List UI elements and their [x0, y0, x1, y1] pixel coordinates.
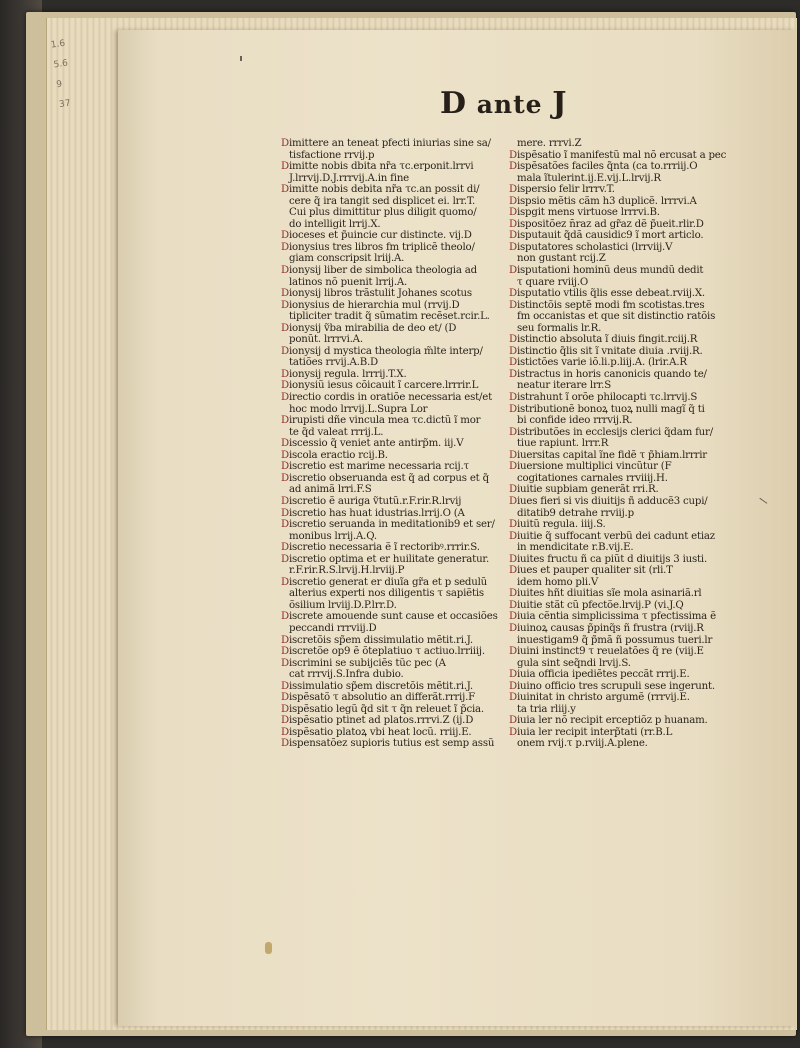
- index-entry-line: Dispẽsatio ptinet ad platos.rrrvi.Z (ij.D: [281, 715, 474, 727]
- index-entry-line: mala ĩtulerint.ij.E.vij.L.lrvij.R: [517, 172, 661, 184]
- index-entry-line: Dimittere an teneat̃ pfecti iniurias sine sa/: [281, 138, 491, 149]
- index-entry-line: Dispẽsatões faciles q̃nta (ca to.rrriij.O: [509, 161, 698, 173]
- index-entry-line: tatiões rrvij.A.B.D: [289, 357, 378, 369]
- index-entry-line: Directio cordis in oratiõe necessaria est/et: [281, 392, 492, 404]
- index-entry-line: gula sint seq̃ndi lrvij.S.: [517, 657, 631, 669]
- index-entry-line: r.F.rir.R.S.lrvij.H.lrviij.P: [289, 565, 405, 577]
- index-entry-line: Diuini instinct9 τ reuelatões q̃ re (viij.E: [509, 646, 704, 658]
- index-entry-line: Dissimulatio sp̃em discretõis mẽtit̃.ri.J.: [281, 680, 473, 692]
- index-entry-line: Disputatio vtilis q̃lis esse debeat.rviij.X.: [509, 288, 705, 300]
- index-entry-line: Dispositõez n̄raz ad gr̃az dẽ p̃ueit.rlir.D: [509, 218, 704, 230]
- index-entry-line: neatur iterare lrr.S: [517, 380, 611, 392]
- index-entry-line: Diuites h̃ñt diuitias sĩe mola asinariã.rl: [509, 588, 702, 600]
- index-entry-line: Diues et pauper qualiter sit (rli.T: [509, 565, 673, 577]
- index-entry-line: seu formalis lr.R.: [517, 322, 602, 334]
- index-entry-line: τ quare rviij.O: [517, 276, 589, 288]
- index-entry-line: Diuites fructu ñ ca piũt d diuitijs 3 iusti.: [509, 553, 708, 565]
- index-entry-line: Dionysij regula. lrrrij.T.X.: [281, 368, 407, 380]
- index-entry-line: Discretõis sp̃em dissimulatio mẽtit̃.ri.J.: [281, 634, 473, 646]
- index-entry-line: Discretio est marime necessaria rcij.τ: [281, 461, 469, 473]
- index-entry-line: Distinctio absoluta ĩ diuis fingit̃.rciij.R: [509, 334, 698, 346]
- index-entry-line: Discretio optima et er h̃uilitate generatur.: [281, 553, 490, 565]
- index-entry-line: Diuia cẽntia simplicissima τ pfectissima ẽ: [509, 611, 716, 623]
- index-entry-line: Dirupisti dñe vincula mea τc.dictũ ĩ mor: [281, 415, 481, 427]
- index-entry-line: Discretio obseruanda est q̃ ad corpus et q̃: [281, 472, 489, 484]
- index-entry-line: Disputatores scholastici (lrrviij.V: [509, 241, 673, 253]
- index-entry-line: Diuersione multiplici vincũtur (F: [509, 461, 672, 473]
- index-entry-line: alterius experti nos diligentis τ sapiẽtis: [289, 588, 484, 600]
- left-index-column: [281, 138, 501, 750]
- index-entry-line: Dispẽsatio platoꝝ vbi h̃eat locũ. rriij.E.: [281, 726, 472, 738]
- index-entry-line: Diuia officia ipediẽtes peccãt rrrij.E.: [509, 669, 690, 681]
- index-entry-line: Discessio q̃ veniet ante antirp̃m. iij.V: [281, 438, 464, 450]
- index-entry-line: te q̃d valeat rrrij.L.: [289, 426, 384, 438]
- index-entry-line: ponũt. lrrrvi.A.: [289, 334, 363, 346]
- index-entry-line: Dispersio felir lrrrv.T.: [509, 184, 615, 196]
- index-entry-line: onem rvij.τ p.rviij.A.plene.: [517, 738, 648, 750]
- index-entry-line: Dionysius tres libros f̃m triplicẽ theolo/: [281, 241, 475, 253]
- margin-note: 9: [55, 79, 63, 91]
- heading-final: J: [552, 86, 568, 121]
- page-mark: [240, 56, 242, 61]
- paper-stain: [265, 942, 272, 954]
- index-entry-line: Discretio generat̃ er diuĩa gr̃a et p sedulũ: [281, 576, 488, 588]
- index-entry-line: bi confide ideo rrrvij.R.: [517, 415, 633, 427]
- margin-note: 37: [58, 98, 72, 111]
- index-entry-line: Distinctõis septẽ modi f̃m scotistas.tres: [509, 299, 705, 311]
- index-entry-line: Discrimini se subijciẽs tũc pec (A: [281, 657, 446, 669]
- heading-initial: D: [440, 86, 468, 121]
- index-entry-line: Discretio has h̃uat idustrias.lrrij.O (A: [281, 507, 465, 519]
- index-entry-line: Dispẽsatio legũ q̃d sit τ q̃n releuet ĩ p̃cia.: [281, 703, 484, 715]
- index-entry-line: J.lrrvij.D.J.rrrvij.A.in fine: [289, 172, 410, 184]
- index-entry-line: Dimitte nobis debita nr̃a τc.an possit di/: [281, 184, 480, 196]
- index-entry-line: Distinctio q̃lis sit ĩ vnitate diuia .rviij.R.: [509, 345, 703, 357]
- index-entry-line: Dispẽsatõ τ absolutio an differãt.rrrij.F: [281, 692, 475, 704]
- index-entry-line: Dionysij ṽba mirabilia de deo et/ (D: [281, 322, 457, 334]
- index-entry-line: Diuitie supbiam generãt rri.R.: [509, 484, 659, 496]
- index-entry-line: do intelligit̃ lrrij.X.: [289, 218, 381, 230]
- index-entry-line: Dimitte nobis dbita nr̃a τc.erponit.lrrvi: [281, 161, 474, 173]
- margin-note: 1.6: [50, 38, 66, 51]
- index-entry-line: Distributões in ecclesijs clerici q̃dam fur/: [509, 426, 713, 438]
- heading-word: ante: [476, 90, 543, 119]
- index-entry-line: Diuersitas capital̃ ĩne fidẽ τ p̃hiam.lrrrir: [509, 449, 707, 461]
- index-entry-line: in mendicitate r.B.vij.E.: [517, 542, 634, 554]
- index-entry-line: cat rrrvij.S.Infra dubio.: [289, 669, 404, 681]
- page-heading: [440, 86, 580, 121]
- index-entry-line: Discretõe op9 ẽ õteplatiuo τ actiuo.lrriiij.: [281, 646, 485, 658]
- index-entry-line: Diues fieri si vis diuitijs ñ adducẽ3 cupi/: [509, 495, 708, 507]
- index-entry-line: Diuitũ regula. iiij.S.: [509, 519, 606, 531]
- index-entry-line: Diuia ler recipit interp̃tati (rr.B.L: [509, 726, 673, 738]
- margin-note: 5.6: [53, 58, 69, 71]
- index-entry-line: Discretio seruanda in meditationib9 et ser/: [281, 519, 495, 531]
- index-entry-line: Distractus in horis canonicis quando te/: [509, 368, 707, 380]
- index-entry-line: Disputauit q̃dã causidic9 ĩ mort̃ articlo.: [509, 230, 704, 242]
- index-entry-line: Disputationi hominũ deus mundũ dedit: [509, 265, 704, 277]
- index-entry-line: monibus lrrij.A.Q.: [289, 530, 377, 542]
- index-entry-line: idem homo pli.V: [517, 576, 599, 588]
- index-entry-line: giam conscripsit lriij.A.: [289, 253, 405, 265]
- index-entry-line: cere q̃ ira tangit̃ sed displicet ei. lrr.T.: [289, 195, 476, 207]
- index-entry-line: Diuitie st̃ãt cũ pfectõe.lrvij.P (vi.J.Q: [509, 599, 684, 611]
- index-entry-line: Dioceses et p̃uincie cur distincte. vij.D: [281, 230, 472, 242]
- index-entry-line: Dionysius de hierarchia mul (rrvij.D: [281, 299, 460, 311]
- index-entry-line: Dionysij liber de simbolica theologia ad: [281, 265, 477, 277]
- index-entry-line: Distictões varie iõ.li.p.liij.A. (lrir.A.R: [509, 357, 687, 369]
- index-entry-line: õsilium lrviij.D.P.lrr.D.: [289, 599, 397, 611]
- index-entry-line: mere. rrrvi.Z: [517, 138, 582, 149]
- index-entry-line: hoc modo lrrvij.L.Supra Lor: [289, 403, 428, 415]
- index-entry-line: latinos nõ puenit lrrij.A.: [289, 276, 408, 288]
- index-entry-line: tisfactione rrvij.p: [289, 149, 375, 161]
- index-entry-line: Diuinitat̃ in christo argumẽ (rrrvij.E.: [509, 692, 690, 704]
- index-entry-line: Dispgit̃ mens virtuose lrrrvi.B.: [509, 207, 660, 219]
- index-entry-line: ditatib9 detrahe rrviij.p: [517, 507, 634, 519]
- index-entry-line: Discola eractio rcij.B.: [281, 449, 388, 461]
- index-entry-line: inuestigam9 q̃ p̃mã ñ possumus tueri.lr: [517, 634, 713, 646]
- index-entry-line: Distributionẽ bonoꝝ tuoꝝ nulli magĩ q̃ ti: [509, 403, 705, 415]
- index-entry-line: Discretio ẽ auriga ṽtutũ.r.F.rir.R.lrvij: [281, 495, 462, 507]
- index-entry-line: Dionysij d mystica theologia m̃lte interp/: [281, 345, 483, 357]
- index-entry-line: Dionysij libros trãstulit Joh̃anes scotus: [281, 288, 472, 300]
- index-entry-line: ad animã lrri.F.S: [289, 484, 372, 496]
- index-entry-line: Discrete amouende sunt cause et occasiões: [281, 611, 498, 623]
- index-entry-line: Dispẽsatio ĩ manifestũ mal̃ nõ ercusat a pec: [509, 149, 727, 161]
- index-entry-line: Diuia ler nõ recipit erceptiõz p h̃uanam.: [509, 715, 708, 727]
- index-entry-line: Diuino officio tres scrupuli sese ingerunt.: [509, 680, 715, 692]
- index-entry-line: cogitationes carnales rrviiij.H.: [517, 472, 668, 484]
- index-entry-line: f̃m occanistas et que sit distinctio ratõis: [517, 311, 716, 323]
- index-entry-line: Dispensatõez supioris tutius est semp assũ: [281, 738, 495, 750]
- right-index-column: [509, 138, 734, 750]
- index-entry-line: tiue rapiunt. lrrr.R: [517, 438, 609, 450]
- index-entry-line: Distrahunt̃ ĩ orõe philocapti τc.lrrvij.S: [509, 392, 698, 404]
- index-entry-line: Dispsio mẽtis cãm h3 duplicẽ. lrrrvi.A: [509, 195, 697, 207]
- index-entry-line: Diuitie q̃ suffocant verbũ dei cadunt etiaz: [509, 530, 715, 542]
- index-entry-line: tipliciter tradit q̃ sũmatim recẽset.rcir.L.: [289, 311, 490, 323]
- index-entry-line: Discretio necessaria ẽ ĩ rectoribꝰ.rrrir.S.: [281, 542, 480, 554]
- index-entry-line: Dionysiũ iesus cõicauit ĩ carcere.lrrrir.L: [281, 380, 479, 392]
- index-entry-line: ta tria rliij.y: [517, 703, 576, 715]
- index-entry-line: Cui plus dimittitur plus diligit quomo/: [289, 207, 477, 219]
- index-entry-line: non gustant rcij.Z: [517, 253, 606, 265]
- index-entry-line: Diuinoꝝ causas p̃pinq̃s ñ frustra (rviij.R: [509, 622, 704, 634]
- index-entry-line: peccandi rrrviij.D: [289, 622, 377, 634]
